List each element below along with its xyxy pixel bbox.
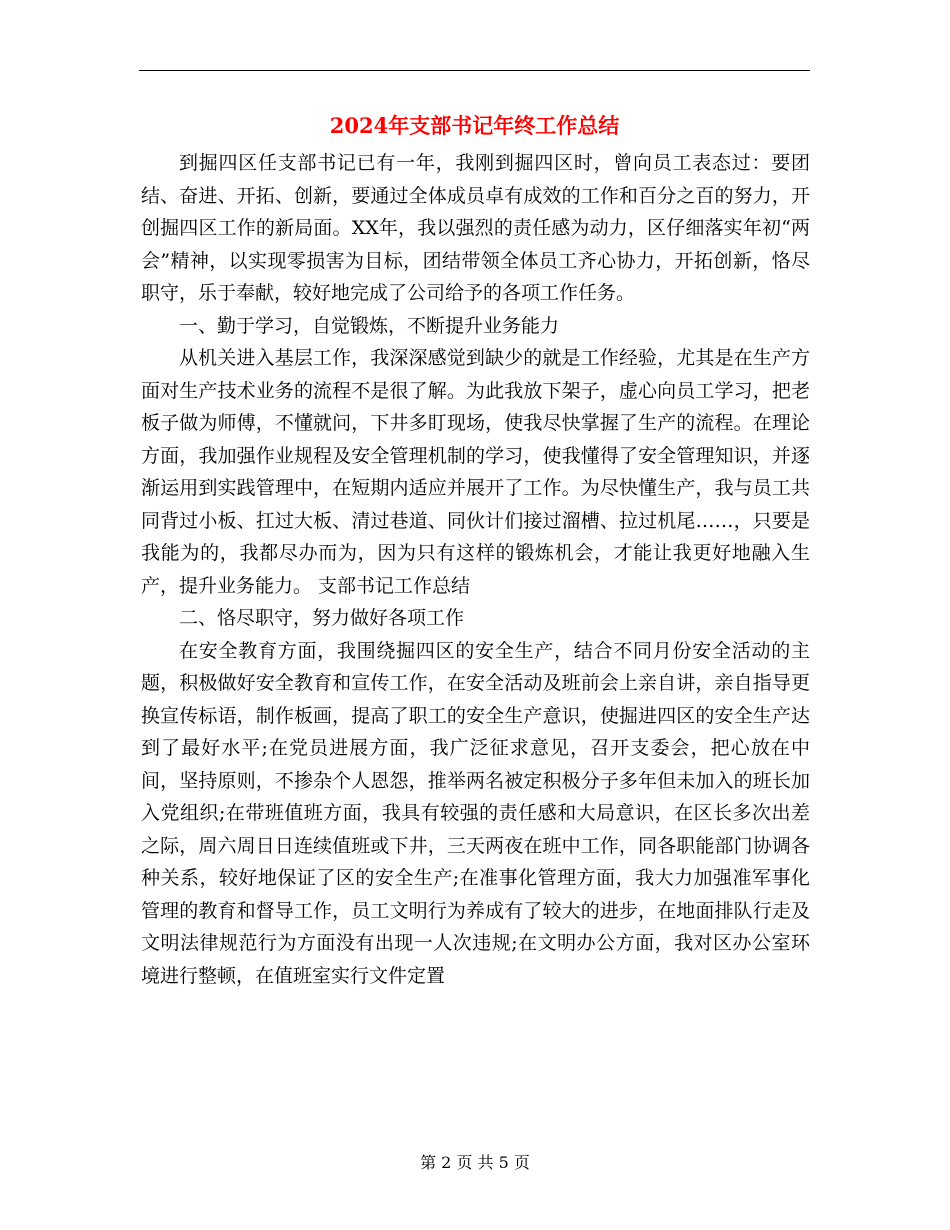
header-rule (139, 70, 810, 71)
intro-paragraph: 到掘四区任支部书记已有一年，我刚到掘四区时，曾向员工表态过：要团结、奋进、开拓、创新，要通过全体成员卓有成效的工作和百分之百的努力，开创掘四区工作的新局面。XX年，我以强烈的责任感为动力，区仔细落实年初“两会”精神，以实现零损害为目标，团结带领全体员工齐心协力，开拓创新，恪尽职守，乐于奉献，较好地完成了公司给予的各项工作任务。 (141, 152, 810, 304)
section-1-heading: 一、勤于学习，自觉锻炼，不断提升业务能力 (179, 314, 560, 337)
page-number-footer: 第 2 页 共 5 页 (420, 1153, 530, 1172)
section-2-paragraph: 在安全教育方面，我围绕掘四区的安全生产，结合不同月份安全活动的主题，积极做好安全教育和宣传工作，在安全活动及班前会上亲自讲，亲自指导更换宣传标语，制作板画，提高了职工的安全生产意识，使掘进四区的安全生产达到了最好水平;在党员进展方面，我广泛征求意见，召开支委会，把心放在中间，坚持原则，不掺杂个人恩怨，推举两名被定积极分子多年但未加入的班长加入党组织;在带班值班方面，我具有较强的责任感和大局意识，在区长多次出差之际，周六周日日连续值班或下井，三天两夜在班中工作，同各职能部门协调各种关系，较好地保证了区的安全生产;在准事化管理方面，我大力加强准军事化管理的教育和督导工作，员工文明行为养成有了较大的进步，在地面排队行走及文明法律规范行为方面没有出现一人次违规;在文明办公方面，我对区办公室环境进行整顿，在值班室实行文件定置 (141, 639, 810, 987)
section-2-heading: 二、恪尽职守，努力做好各项工作 (179, 607, 465, 629)
document-title: 2024年支部书记年终工作总结 (329, 113, 620, 138)
document-body (141, 147, 810, 992)
section-1-paragraph: 从机关进入基层工作，我深深感觉到缺少的就是工作经验，尤其是在生产方面对生产技术业务的流程不是很了解。为此我放下架子，虚心向员工学习，把老板子做为师傅，不懂就问，下井多盯现场，使我尽快掌握了生产的流程。在理论方面，我加强作业规程及安全管理机制的学习，使我懂得了安全管理知识，并逐渐运用到实践管理中，在短期内适应并展开了工作。为尽快懂生产，我与员工共同背过小板、扛过大板、清过巷道、同伙计们接过溜槽、拉过机尾……，只要是我能为的，我都尽办而为，因为只有这样的锻炼机会，才能让我更好地融入生产，提升业务能力。 支部书记工作总结 (141, 347, 810, 597)
